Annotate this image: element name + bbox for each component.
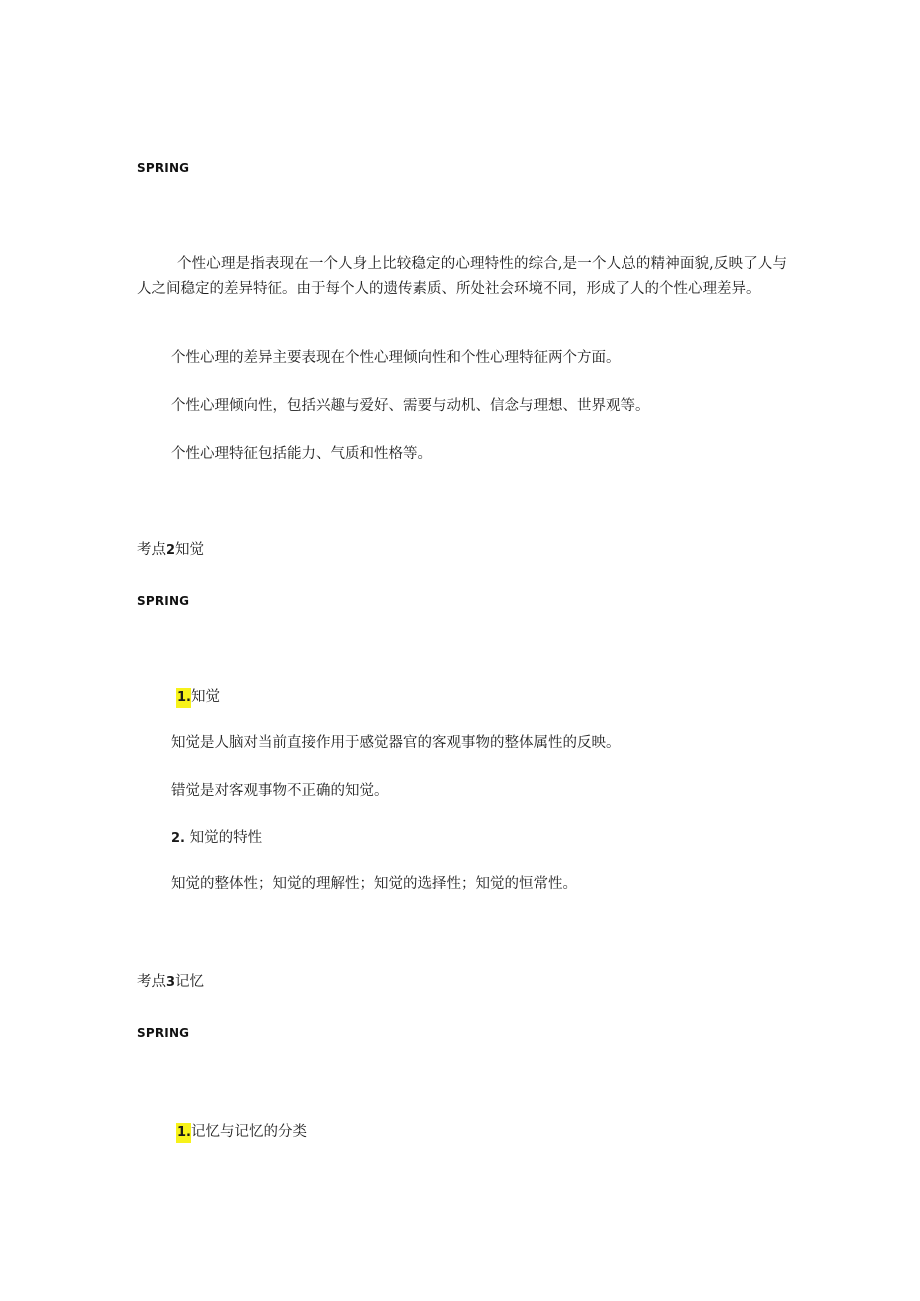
body-line: 个性心理的差异主要表现在个性心理倾向性和个性心理特征两个方面。 [171,350,621,366]
heading-text: 记忆 [175,974,205,990]
heading-prefix: 考点 [137,542,166,558]
item-number-highlight: 1. [176,688,191,708]
item-title: 记忆与记忆的分类 [190,1124,307,1140]
spring-label: SPRING [137,594,190,608]
list-item-heading [176,685,220,706]
body-line: 知觉是人脑对当前直接作用于感觉器官的客观事物的整体属性的反映。 [171,735,621,751]
section-heading [137,538,204,559]
spring-label: SPRING [137,1026,190,1040]
body-line: 知觉的整体性；知觉的理解性；知觉的选择性；知觉的恒常性。 [171,876,577,892]
spring-label: SPRING [137,161,190,175]
section-heading [137,970,204,991]
item-number: 2. [171,831,185,846]
body-line: 个性心理倾向性，包括兴趣与爱好、需要与动机、信念与理想、世界观等。 [171,398,650,414]
item-number-highlight: 1. [176,1123,191,1143]
heading-number: 2 [166,543,176,558]
item-title: 知觉的特性 [184,830,263,846]
heading-text: 知觉 [175,542,205,558]
list-item-heading [176,1120,307,1141]
heading-prefix: 考点 [137,974,166,990]
body-line: 错觉是对客观事物不正确的知觉。 [171,783,389,799]
item-title: 知觉 [190,689,220,705]
intro-paragraph: 个性心理是指表现在一个人身上比较稳定的心理特性的综合,是一个人总的精神面貌,反映了人与人之间稳定的差异特征。由于每个人的遗传素质、所处社会环境不同，形成了人的个性心理差异。 [137,256,787,297]
body-line: 个性心理特征包括能力、气质和性格等。 [171,446,432,462]
list-item-heading [171,826,262,847]
heading-number: 3 [166,975,176,990]
